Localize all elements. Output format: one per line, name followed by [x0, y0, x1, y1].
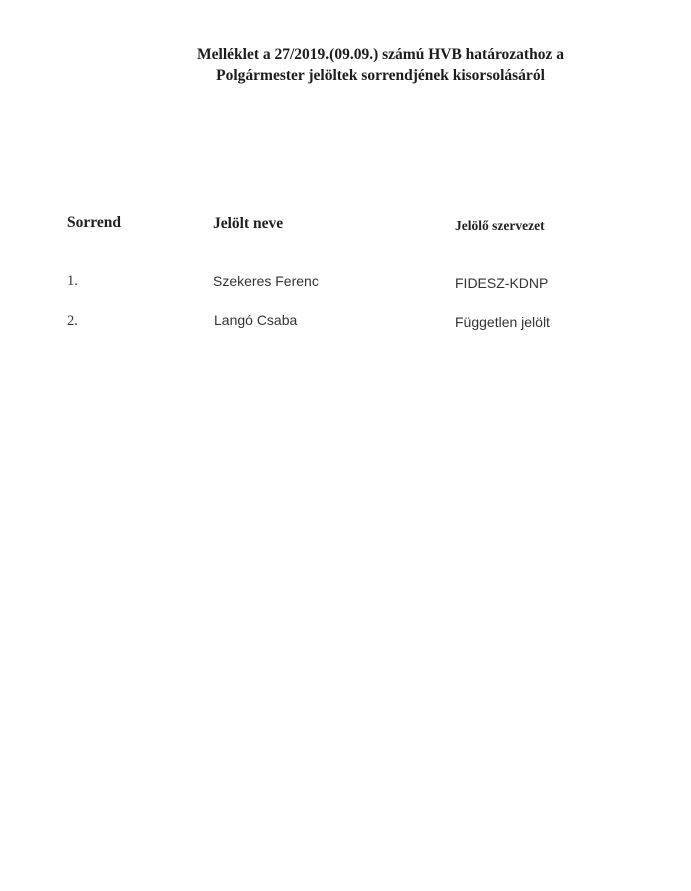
header-nominating-org: Jelölő szervezet	[455, 218, 545, 233]
title-line-1: Melléklet a 27/2019.(09.09.) számú HVB határozathoz a	[197, 46, 564, 63]
row-order: 1.	[67, 273, 78, 289]
row-order: 2.	[67, 313, 78, 329]
row-candidate-name: Szekeres Ferenc	[213, 273, 319, 289]
row-nominating-org: Független jelölt	[455, 314, 550, 330]
header-candidate-name: Jelölt neve	[213, 215, 284, 232]
title-line-2: Polgármester jelöltek sorrendjének kisorsolásáról	[216, 67, 545, 84]
header-order: Sorrend	[67, 214, 121, 231]
row-candidate-name: Langó Csaba	[214, 312, 298, 328]
row-nominating-org: FIDESZ-KDNP	[455, 275, 549, 291]
document-title	[0, 44, 691, 86]
